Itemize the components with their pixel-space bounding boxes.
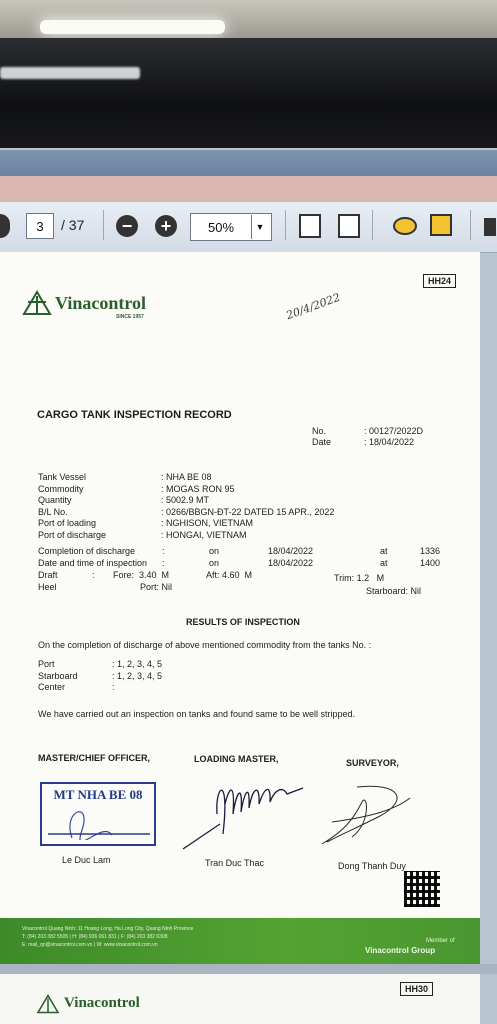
results-intro: On the completion of discharge of above mentioned commodity from the tanks No. : <box>38 640 372 650</box>
field-value: : NGHISON, VIETNAM <box>161 518 254 528</box>
tank-value: : 1, 2, 3, 4, 5 <box>112 659 163 669</box>
master-name: Le Duc Lam <box>62 855 111 865</box>
inspection-date: 18/04/2022 <box>268 558 314 568</box>
handwritten-date: 20/4/2022 <box>284 290 342 323</box>
field-label: Tank Vessel <box>38 472 87 482</box>
next-form-code: HH30 <box>400 982 433 996</box>
record-no-label: No. <box>312 426 327 436</box>
document-footer <box>0 918 480 964</box>
record-date-value: : 18/04/2022 <box>364 437 415 447</box>
tank-value: : 1, 2, 3, 4, 5 <box>112 670 163 681</box>
field-row <box>38 530 458 542</box>
page-number-value: 3 <box>36 218 44 234</box>
inspection-label: Date and time of inspection <box>38 558 148 568</box>
fit-page-icon[interactable] <box>338 214 360 238</box>
monitor-bezel <box>0 38 497 150</box>
minus-icon: − <box>121 216 133 236</box>
surveyor-signature-title: SURVEYOR, <box>346 758 399 768</box>
pdf-toolbar <box>0 202 497 253</box>
footer-web: E: mail_qn@vinacontrol.com.vn | W: www.vinacontrol.com.vn <box>22 942 158 948</box>
loading-master-name: Tran Duc Thac <box>205 858 265 868</box>
tank-label: Port <box>38 659 55 669</box>
page-title: CARGO TANK INSPECTION RECORD <box>37 409 232 421</box>
tank-value: : <box>112 682 115 692</box>
share-icon[interactable] <box>484 218 496 236</box>
field-row <box>38 495 458 507</box>
master-signature-icon <box>42 800 154 840</box>
toolbar-separator <box>103 210 104 240</box>
toolbar-separator <box>470 210 471 240</box>
next-company-name: Vinacontrol <box>64 995 140 1011</box>
field-label: Port of discharge <box>38 529 107 540</box>
ship-stamp <box>40 782 156 846</box>
toolbar-separator <box>372 210 373 240</box>
page-total: / 37 <box>61 217 85 233</box>
tank-label: Starboard <box>38 670 78 681</box>
tank-row <box>38 671 162 683</box>
record-no-value: : 00127/2022D <box>364 426 424 436</box>
inspection-at: at <box>380 558 388 568</box>
heel-starboard: Starboard: Nil <box>366 586 422 596</box>
surveyor-signature-icon <box>312 782 422 852</box>
completion-colon: : <box>162 546 165 556</box>
field-label: Port of loading <box>38 518 97 528</box>
vessel-details <box>38 472 458 541</box>
field-value: : 0266/BBGN-ĐT-22 DATED 15 APR., 2022 <box>161 506 335 517</box>
field-label: Quantity <box>38 495 72 505</box>
toolbar-separator <box>285 210 286 240</box>
footer-member-group: Vinacontrol Group <box>365 946 436 955</box>
screen-glare <box>0 67 140 79</box>
completion-date: 18/04/2022 <box>268 546 314 556</box>
results-title: RESULTS OF INSPECTION <box>186 617 300 627</box>
completion-time: 1336 <box>420 546 441 556</box>
field-row <box>38 507 458 519</box>
inspection-time: 1400 <box>420 558 441 568</box>
qr-code <box>404 871 440 907</box>
highlight-text-icon[interactable] <box>430 214 452 236</box>
draft-fore: Fore: 3.40 M <box>113 570 170 580</box>
comment-icon[interactable] <box>393 217 417 235</box>
vinacontrol-logo-icon <box>22 290 52 316</box>
completion-at: at <box>380 546 388 556</box>
record-date-label: Date <box>312 437 332 447</box>
heel-label: Heel <box>38 582 57 592</box>
field-row <box>38 518 458 530</box>
ceiling-light <box>40 20 225 34</box>
window-titlebar <box>0 150 497 178</box>
zoom-select[interactable] <box>190 213 272 241</box>
loading-master-signature-title: LOADING MASTER, <box>194 754 279 764</box>
draft-aft: Aft: 4.60 M <box>206 570 253 580</box>
completion-on: on <box>209 546 220 556</box>
document-page <box>0 252 480 964</box>
page-gap <box>0 964 497 974</box>
completion-label: Completion of discharge <box>38 546 136 556</box>
company-name: Vinacontrol <box>55 293 147 313</box>
fit-width-icon[interactable] <box>299 214 321 238</box>
page-number-input[interactable] <box>26 213 54 239</box>
chevron-down-icon[interactable]: ▼ <box>251 215 268 239</box>
draft-colon: : <box>92 570 95 580</box>
field-row <box>38 484 458 496</box>
field-label: B/L No. <box>38 506 68 517</box>
stamp-text: MT NHA BE 08 <box>53 787 143 802</box>
plus-icon: + <box>160 216 172 236</box>
heel-port: Port: Nil <box>140 582 173 592</box>
field-row <box>38 472 458 484</box>
loading-master-signature-icon <box>175 764 315 854</box>
tank-row <box>38 682 162 694</box>
company-since: SINCE 1957 <box>116 314 144 320</box>
surveyor-name: Dong Thanh Duy <box>338 861 406 871</box>
tanks-list <box>38 659 162 694</box>
draft-trim: Trim: 1.2 M <box>334 573 385 583</box>
inspection-colon: : <box>162 558 165 568</box>
tank-row <box>38 659 162 671</box>
footer-address: Vinacontrol Quang Ninh: 11 Hoang Long, Ha Long City, Quang Ninh Province <box>22 926 194 932</box>
footer-member-label: Member of <box>426 938 455 944</box>
tank-label: Center <box>38 682 66 692</box>
field-label: Commodity <box>38 483 84 494</box>
field-value: : HONGAI, VIETNAM <box>161 529 247 540</box>
field-value: : MOGAS RON 95 <box>161 483 235 494</box>
draft-label: Draft <box>38 570 58 580</box>
footer-contact: T: (84) 203 382 5505 | H: (84) 936 061 831 | F: (84) 203 382 6308 <box>22 934 168 940</box>
prev-page-icon[interactable] <box>0 214 10 238</box>
field-value: : NHA BE 08 <box>161 472 212 482</box>
conclusion-text: We have carried out an inspection on tanks and found same to be well stripped. <box>38 709 356 719</box>
master-signature-title: MASTER/CHIEF OFFICER, <box>38 753 150 763</box>
field-value: : 5002.9 MT <box>161 495 210 505</box>
zoom-out-button[interactable] <box>116 215 138 237</box>
next-document-page <box>0 974 480 1024</box>
inspection-on: on <box>209 558 220 568</box>
form-code: HH24 <box>423 274 456 288</box>
zoom-value: 50% <box>207 219 235 235</box>
vinacontrol-logo-icon <box>36 994 60 1014</box>
window-menu-band <box>0 176 497 202</box>
zoom-in-button[interactable] <box>155 215 177 237</box>
